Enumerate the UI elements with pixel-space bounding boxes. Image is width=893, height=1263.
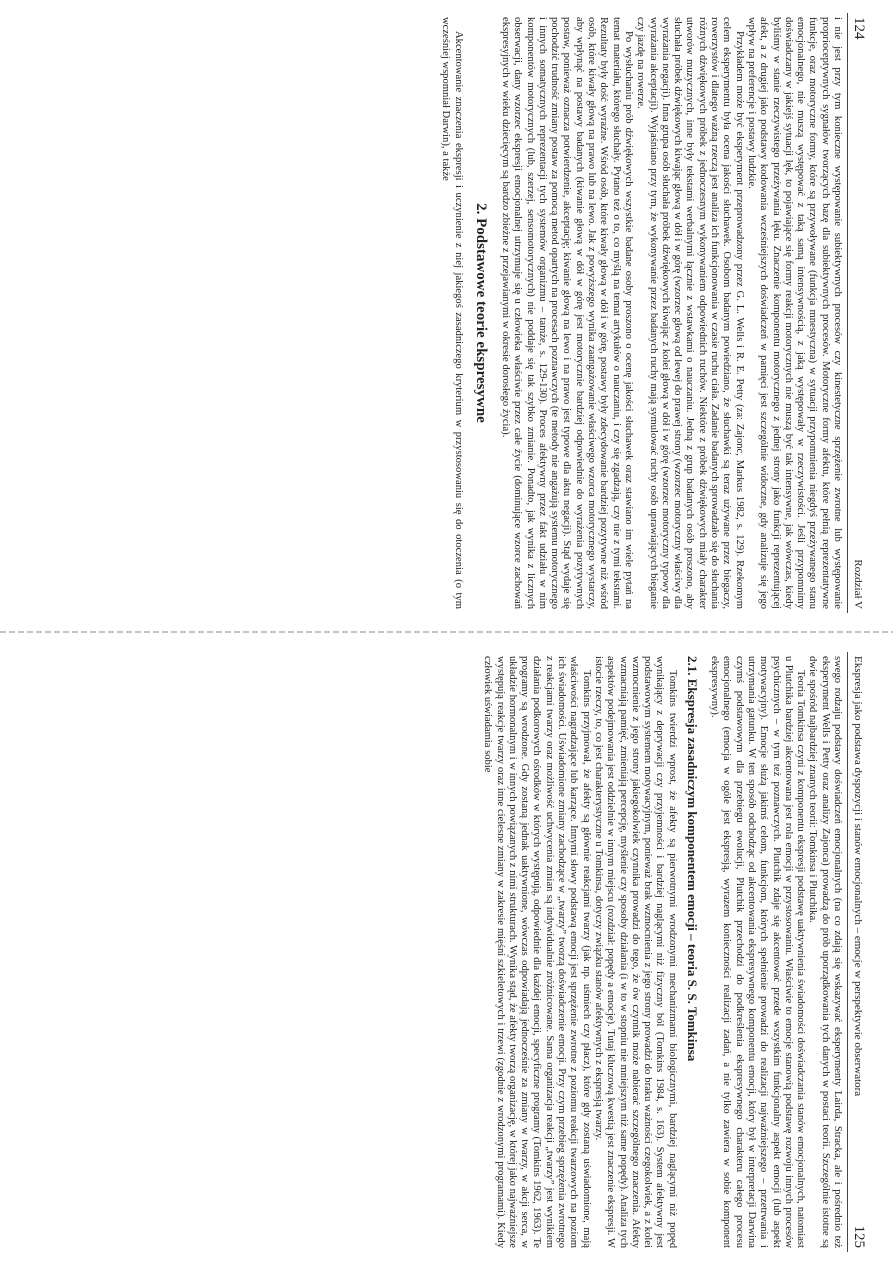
paragraph: Tomkins twierdzi wprost, że afekty są pierwotnymi wrodzonymi mechanizmami biologicznymi, bardziej naglącymi niż popęd wynikający z deprywacji czy przyjemności i bardziej naglącymi niż fizyczny ból (Tomkins 1984, s. 163). System afektywny jest podstawowym systemem motywacyjnym, ponieważ brak wzmocnienia z jego strony prowadzi do braku ważności czegokolwiek, a z kolei wzmocnienie z jego strony jakiegokolwiek czynnika prowadzi do tego, że ów czynnik może nabierać szczególnego znaczenia. Afekty wzmacniają pamięć, zmieniają percepcję, myślenie czy sposoby działania (i w to w stopniu nie mniejszym niż same popędy). Analiza tych aspektów podejmowania jest oddzielnie w innym miejscu (rozdział: popędy a emocje). Tutaj kluczową kwestią jest znaczenie ekspresji. W istocie rzeczy, to, co jest charakterystyczne u Tomkinsa, dotyczy związku stanów afektywnych z ekspresją twarzy. <box>592 655 678 1248</box>
top-page-content <box>27 13 867 613</box>
top-page <box>0 0 893 625</box>
paragraph: Po wysłuchaniu prób dźwiękowych wszystkie badane osoby proszono o ocenę jakości słuchawek oraz stawiano im wiele pytań na temat materiału, którego słuchały. Pytano też o to, co myślą na temat artykułów o nauczaniu, i czy się zgadzają, czy nie z tymi tekstami. Rezultaty były dość wyraźne. Wśród osób, które kiwały głową w dół i w górę, postawy były zdecydowanie bardziej pozytywne niż wśród osób, które kiwały głową na prawo lub na lewo. Jak z powyższego wynika zaangażowanie właściwego wzorca motorycznego wystarczy, aby wpłynąć na postawy badanych (kiwanie głową w dół w górę jest motorycznie bardziej odpowiednie do wyrażenia pozytywnych postaw, ponieważ oznacza potwierdzenie, akceptację; kiwanie głową na lewo i na prawo jest typowe dla aktu negacji). Stąd wydaje się pochodzić trudność zmiany postaw za pomocą metod opartych na procesach poznawczych (te metody nie angażują systemu motorycznego i innych somatycznych reprezentacji tych systemów organizmu – tamże, s. 129-130). Proces afektywny przez fakt udziału w nim komponentów motorycznych (lub, szerzej, sensomotorycznych) nie poddaje się tak szybko zmianie. Ponadto, jak wynika z licznych obserwacji, dany wzorzec ekspresji emocjonalnej utrzymuje się u człowieka właściwie przez całe życie (dominujące wzorce zachowań ekspresyjnych w wieku dziecięcym są bardzo zbieżne z przejawianymi w okresie dorosłego życia). <box>499 16 634 609</box>
page-divider <box>0 627 893 637</box>
paragraph: swego rodzaju podstawy doświadczeń emocjonalnych (na co zdają się wskazywać eksperymenty Lairda, Strackа, ale i pośrednio też eksperyment Wells i Petty oraz analizy Zajonca) prowadzą do prób uporządkowania tych danych w postaci teorii. Szczególnie istotne są dwie spośród najbardziej znanych teorii: Tomkinsa i Plutchika. <box>806 655 843 1248</box>
bottom-page-content <box>27 652 867 1252</box>
section-title: 2.1. Ekspresja zasadniczym komponentem emocji – teoria S. S. Tomkinsa <box>684 655 700 1061</box>
paragraph: Tomkins przyjmował, że afekty są głównie reakcjami twarzy (jak np. uśmiech czy płacz), które gdy zostaną uświadomione, mają właściwości nagradzające lub karzące. Innymi słowy podstawą emocji jest sprzężenie zwrotne z poziomu reakcji twarzowych na poziom ich świadomości. Uświadomione zmiany zachodzące w „twarzy” tworzą doświadczenie emocji. Przy czym przebieg sprzężenia zwrotnego z reakcjami twarzy oraz możliwość uchwycenia zmian są indywidualnie zróżnicowane. Sama organizacja reakcji „twarzy” jest wynikiem działania podkorowych ośrodków w których występują, odpowiednie dla każdej emocji, specyficzne programy (Tomkins 1962, 1963). Te programy są wrodzone. Gdy zostaną jednak uaktywnione, wówczas odpowiadają jednocześnie za zmiany w twarzy, w akcji serca, w układzie hormonalnym i w innych powiązanych z nimi strukturach. Wynika stąd, że afekty tworzą organizację, w której jako najważniejsze występują reakcje twarzy oraz inne cielesne zmiany w zakresie mięśni szkieletowych i trzewi (zgodnie z wrodzonymi programami). Kiedy człowiek uświadamia sobie <box>481 655 592 1248</box>
paragraph: i nie jest przy tym konieczne występowanie subiektywnych procesów czy kinestetyczne sprzężenie zwrotne lub występowanie proprioceptywnych sygnałów tworzących bazę dla subiektywnych procesów. Motoryczne formy afektu, które pełnią reprezentatywne funkcje, oraz motoryczne formy, które są przywoływane (funkcja mnestyczna) w sytuacji przypomnienia niegdyś przeżywanego stanu emocjonalnego, nie muszą występować z taką samą intensywnością, z jaką występowały w rzeczywistości. Jeśli przypomnimy doświadczany w jakiejś sytuacji lęk, to pojawiające się formy reakcji motorycznych nie muszą być tak intensywne, jak wówczas, kiedy byliśmy w stanie rzeczywistego przeżywania lęku. Znaczenie komponentu motorycznego z jednej strony jako funkcji reprezentującej afekt, a z drugiej jako podstawy kodowania wcześniejszych doświadczeń w pamięci jest szczególnie widoczne, gdy analizuje się jego wpływ na preferencje i postawy ludzkie. <box>745 16 843 609</box>
paragraph: Akcentowanie znaczenia ekspresji i uczynienie z niej jakiegoś zasadniczego kryterium w przystosowaniu się do otoczenia (o tym wcześniej wspomniał Darwin), a także <box>439 16 464 609</box>
bottom-page <box>0 640 893 1263</box>
running-header: Rozdział V <box>851 558 864 609</box>
running-header: Ekspresja jako podstawa dyspozycji i stanów emocjonalnych – emocje w perspektywie obserwatora <box>851 655 864 1096</box>
top-page-body <box>439 13 843 613</box>
bottom-page-header <box>847 652 867 1252</box>
page-number: 125 <box>850 1225 867 1248</box>
paragraph: Przykładem może być eksperyment przeprowadzony przez G. L. Wells i R. E. Petty (za: Zajonc, Markus 1982, s. 129). Rzekomym celem eksperymentu była ocena jakości słuchawek. Osobom badanym powiedziano, że słuchawki są teraz używane przez biegaczy, rowerzystów i dlatego ważną rzeczą jest analiza ich funkcjonowania w czasie ruchu ciała. Zadanie badanych sprowadzało się do słuchania różnych dźwiękowych próbek z jednoczesnym wykonywaniem odpowiednich ruchów. Niektóre z próbek dźwiękowych miały charakter utworów muzycznych, inne były tekstami werbalnymi łącznie z wstawkami o nauczaniu. Jedną z grup badanych osób proszono, aby słuchała próbek dźwiękowych kiwając głową w dół i w górę (wzorzec głową od lewej do prawej strony (wzorzec motoryczny właściwy dla wyrażania negacji). Inna grupa osób słuchała próbek dźwiękowych kiwając z kolei głową w dół i w górę (wzorzec motoryczny typowy dla wyrażania akceptacji). Wyjaśniano przy tym, że wykonywanie przez badanych ruchy mają symulować ruchy osób uprawiających bieganie czy jazdę na rowerze. <box>634 16 745 609</box>
section-title: 2. Podstawowe teorie ekspresywne <box>472 202 489 423</box>
top-page-header <box>847 13 867 613</box>
bottom-page-body <box>480 652 842 1252</box>
paragraph: Teoria Tomkinsa czyni z komponentu ekspresji podstawę uaktywnienia świadomości doświadczania stanów emocjonalnych, natomiast u Plutchika bardziej akcentowana jest rola emocji w przystosowaniu. Właściwie to emocje stanowią podstawę rozwoju innych procesów psychicznych – w tym też poznawczych. Plutchik zdaje się akcentować przede wszystkim funkcjonalny aspekt emocji (lub aspekt motywacyjny). Emocje służą jakimś celom, funkcjom, których spełnienie prowadzi do realizacji najważniejszego – przetrwania i utrzymania gatunku. W ten sposób odchodząc od akcentowania ekspresywnego komponentu emocji, który był w interpretacji Darwina czymś podstawowym dla przebiegu ewolucji, Plutchik przechodzi do podkreślenia ekspresywnego charakteru całego procesu emocjonalnego (emocja w ogóle jest ekspresją, wyrazem konieczności realizacji zadań, a nie tylko zawiera w sobie komponent ekspresywny). <box>708 655 806 1248</box>
page-number: 124 <box>850 16 867 39</box>
